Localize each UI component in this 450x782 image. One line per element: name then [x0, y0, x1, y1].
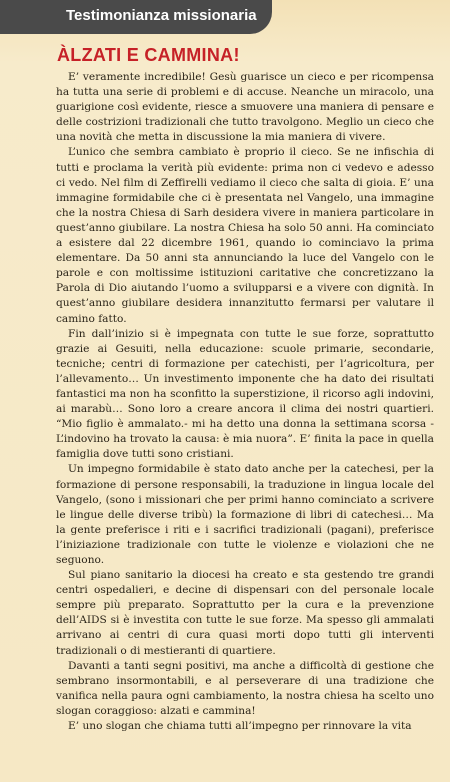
- paragraph: Un impegno formidabile è stato dato anche per la catechesi, per la formazione di persone responsabili, la traduzione in lingua locale del Vangelo, (sono i missionari che per primi hanno cominciato a scrivere le lingue delle diverse tribù) la formazione di libri di catechesi… Ma la gente preferisce i riti e i sacrifici tradizionali (pagani), preferisce l’iniziazione tradizionale con tutte le violenze e violazioni che ne seguono.: [56, 463, 434, 566]
- section-header: [0, 0, 272, 34]
- section-label: Testimonianza missionaria: [66, 7, 257, 24]
- paragraph: Davanti a tanti segni positivi, ma anche a difficoltà di gestione che sembrano insormontabili, e al perseverare di una tradizione che vanifica nella paura ogni cambiamento, la nostra chiesa ha scelto uno slogan coraggioso: alzati e cammina!: [56, 659, 434, 717]
- paragraph: E’ uno slogan che chiama tutti all’impegno per rinnovare la vita: [68, 720, 412, 733]
- paragraph: E’ veramente incredibile! Gesù guarisce un cieco e per ricompensa ha tutta una serie di problemi e di accuse. Neanche un miracolo, una guarigione così evidente, riesce a smuovere una maniera di pensare e delle costrizioni tradizionali che tutto travolgono. Meglio un cieco che una novità che metta in discussione la mia maniera di vivere.: [56, 71, 434, 144]
- paragraph: L’unico che sembra cambiato è proprio il cieco. Se ne infischia di tutti e proclama la verità più evidente: prima non ci vedevo e adesso ci vedo. Nel film di Zeffirelli vediamo il cieco che salta di gioia. E’ una immagine formidabile che ci è presentata nel Vangelo, una immagine che la nostra Chiesa di Sarh desidera vivere in maniera particolare in quest’anno giubilare. La nostra Chiesa ha solo 50 anni. Ha cominciato a esistere dal 22 dicembre 1961, quando io cominciavo la prima elementare. Da 50 anni sta annunciando la luce del Vangelo con le parole e con moltissime istituzioni caritative che concretizzano la Parola di Dio aiutando l’uomo a svilupparsi e a vivere con dignità. In quest’anno giubilare desidera innanzitutto fermarsi per valutare il camino fatto.: [56, 146, 434, 325]
- article-title: ÀLZATI E CAMMINA!: [57, 45, 240, 65]
- article-body: [56, 70, 434, 734]
- paragraph: Fin dall’inizio si è impegnata con tutte le sue forze, soprattutto grazie ai Gesuiti, nella educazione: scuole primarie, secondarie, tecniche; centri di formazione per catechisti, per l’agricoltura, per l’allevamento… Un investimento imponente che ha dato dei risultati fantastici ma non ha sconfitto la superstizione, il ricorso agli indovini, ai marabù… Sono loro a creare ancora il clima dei nostri quartieri. “Mio figlio è ammalato.- mi ha detto una donna la settimana scorsa - L’indovino ha trovato la causa: è mia nuora”. E’ finita la pace in quella famiglia dove tutti sono cristiani.: [56, 327, 434, 461]
- paragraph: Sul piano sanitario la diocesi ha creato e sta gestendo tre grandi centri ospedalieri, e decine di dispensari con del personale locale sempre più preparato. Soprattutto per la cura e la prevenzione dell’AIDS si è investita con tutte le sue forze. Ma spesso gli ammalati arrivano ai centri di cura quasi morti dopo tutti gli interventi tradizionali o di mestieranti di quartiere.: [56, 569, 434, 657]
